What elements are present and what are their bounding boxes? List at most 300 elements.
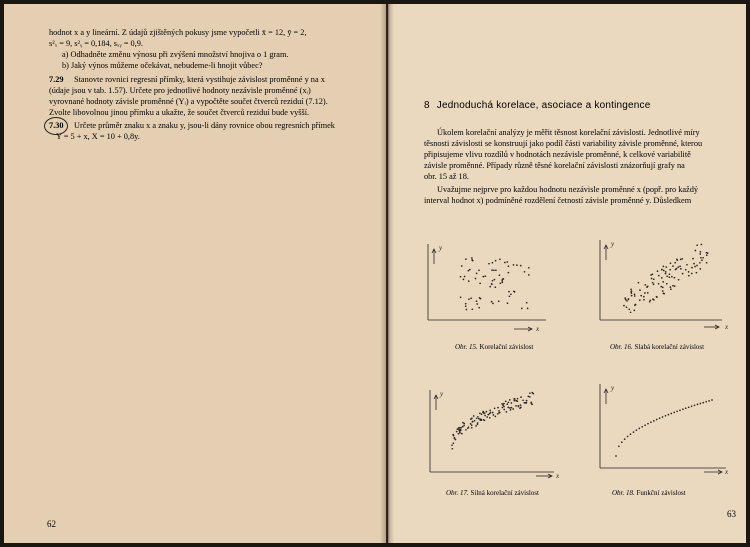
scatter-point — [666, 275, 668, 277]
text-line: těsnosti závislosti se konstruují jako podíl části variability závisle proměnné, kterou — [424, 139, 703, 148]
scatter-point — [471, 418, 473, 420]
scatter-point — [498, 410, 500, 412]
scatter-point — [521, 308, 523, 310]
scatter-point — [507, 407, 509, 409]
scatter-point — [473, 415, 475, 417]
scatter-point — [477, 423, 479, 425]
scatter-point — [470, 297, 472, 299]
scatter-point — [708, 400, 710, 402]
scatter-point — [636, 429, 638, 431]
scatter-point — [692, 258, 694, 260]
scatter-point — [706, 254, 708, 256]
scatter-point — [529, 396, 531, 398]
scatter-point — [670, 288, 672, 290]
scatter-point — [647, 292, 649, 294]
scatter-point — [476, 417, 478, 419]
scatter-point — [644, 424, 646, 426]
scatter-point — [484, 415, 486, 417]
scatter-point — [475, 425, 477, 427]
scatter-point — [647, 423, 649, 425]
scatter-point — [514, 398, 516, 400]
scatter-point — [639, 299, 641, 301]
scatter-point — [474, 420, 476, 422]
scatter-point — [497, 407, 499, 409]
text-line: hodnot x a y lineární. Z údajů zjištěných pokusy jsme vypočetli x̄ = 12, ȳ = 2, — [49, 28, 307, 37]
scatter-point — [628, 298, 630, 300]
scatter-point — [463, 279, 465, 281]
scatter-point — [662, 416, 664, 418]
scatter-point — [501, 282, 503, 284]
scatter-point — [499, 258, 501, 260]
scatter-point — [699, 253, 701, 255]
figure-caption-text: Korelační závislost — [479, 343, 534, 351]
scatter-point — [702, 402, 704, 404]
scatter-point — [663, 266, 665, 268]
scatter-point — [665, 415, 667, 417]
figure-16-scatter — [594, 232, 744, 336]
scatter-point — [681, 258, 683, 260]
scatter-point — [461, 433, 463, 435]
scatter-point — [665, 266, 667, 268]
scatter-point — [640, 295, 642, 297]
scatter-point — [495, 269, 497, 271]
figure-15-caption — [455, 343, 533, 351]
scatter-point — [512, 408, 514, 410]
scatter-point — [451, 448, 453, 450]
text-line: obr. 15 až 18. — [424, 172, 469, 181]
scatter-point — [509, 407, 511, 409]
text-line: Úkolem korelační analýzy je měřit těsnost korelační závislosti. Jednotlivé míry — [437, 128, 700, 137]
scatter-point — [701, 259, 703, 261]
scatter-point — [525, 402, 527, 404]
scatter-point — [661, 277, 663, 279]
scatter-point — [685, 407, 687, 409]
scatter-point — [459, 427, 461, 429]
scatter-point — [665, 273, 667, 275]
scatter-point — [459, 432, 461, 434]
scatter-point — [653, 299, 655, 301]
scatter-point — [529, 392, 531, 394]
scatter-point — [531, 392, 533, 394]
exercise-number: 7.29 — [49, 75, 64, 84]
scatter-point — [527, 308, 529, 310]
scatter-point — [510, 409, 512, 411]
figure-15-scatter — [422, 236, 572, 338]
scatter-point — [456, 431, 458, 433]
scatter-point — [665, 271, 667, 273]
scatter-point — [676, 410, 678, 412]
scatter-point — [487, 414, 489, 416]
scatter-point — [679, 266, 681, 268]
scatter-point — [488, 263, 490, 265]
scatter-point — [476, 273, 478, 275]
scatter-point — [466, 309, 468, 311]
scatter-point — [484, 275, 486, 277]
scatter-point — [503, 278, 505, 280]
scatter-point — [705, 401, 707, 403]
figure-label: Obr. 16. — [610, 343, 633, 351]
scatter-point — [701, 244, 703, 246]
scatter-point — [511, 402, 513, 404]
x-axis-label: x — [725, 468, 729, 476]
scatter-point — [699, 268, 701, 270]
scatter-point — [524, 271, 526, 273]
scatter-point — [524, 402, 526, 404]
scatter-point — [457, 428, 459, 430]
text-line: a) Odhadněte změnu výnosu při zvýšení množství hnojiva o 1 gram. — [62, 50, 289, 59]
scatter-point — [503, 409, 505, 411]
scatter-point — [464, 276, 466, 278]
scatter-point — [494, 416, 496, 418]
figure-18-scatter — [594, 378, 744, 482]
scatter-point — [630, 288, 632, 290]
book-gutter — [380, 4, 394, 543]
scatter-point — [696, 265, 698, 267]
scatter-point — [471, 257, 473, 259]
scatter-point — [674, 262, 676, 264]
text-line: připisujeme vlivu rozdílů v hodnotách nezávisle proměnné, k celkové variabilitě — [424, 150, 691, 159]
scatter-point — [522, 399, 524, 401]
scatter-point — [685, 269, 687, 271]
scatter-point — [490, 412, 492, 414]
scatter-point — [700, 403, 702, 405]
section-title: Jednoduchá korelace, asociace a kontingence — [436, 100, 651, 111]
scatter-point — [452, 434, 454, 436]
scatter-point — [508, 272, 510, 274]
scatter-point — [499, 282, 501, 284]
scatter-point — [463, 425, 465, 427]
text-line: Y = 5 + x, X = 10 + 0,8y. — [56, 132, 140, 141]
scatter-point — [663, 293, 665, 295]
scatter-point — [511, 407, 513, 409]
scatter-point — [526, 400, 528, 402]
scatter-point — [509, 399, 511, 401]
scatter-point — [494, 279, 496, 281]
scatter-point — [508, 265, 510, 267]
scatter-point — [695, 250, 697, 252]
scatter-point — [507, 302, 509, 304]
scatter-point — [460, 276, 462, 278]
scatter-point — [638, 428, 640, 430]
scatter-point — [491, 269, 493, 271]
scatter-point — [520, 407, 522, 409]
scatter-point — [482, 276, 484, 278]
y-axis-label: y — [439, 244, 443, 252]
section-heading — [424, 100, 651, 111]
scatter-point — [693, 263, 695, 265]
scatter-point — [666, 283, 668, 285]
scatter-point — [631, 290, 633, 292]
scatter-point — [471, 427, 473, 429]
scatter-point — [631, 295, 633, 297]
scatter-point — [694, 266, 696, 268]
scatter-point — [633, 310, 635, 312]
scatter-point — [697, 404, 699, 406]
scatter-point — [676, 258, 678, 260]
scatter-point — [670, 413, 672, 415]
scatter-point — [528, 274, 530, 276]
scatter-point — [516, 400, 518, 402]
scatter-point — [468, 298, 470, 300]
scatter-point — [691, 405, 693, 407]
scatter-point — [489, 409, 491, 411]
scatter-point — [631, 292, 633, 294]
scatter-point — [471, 424, 473, 426]
text-line: interval hodnot x) podmíněné rozdělení četností závisle proměnné y. Důsledkem — [424, 196, 692, 205]
scatter-point — [515, 405, 517, 407]
scatter-point — [481, 413, 483, 415]
scatter-point — [479, 283, 481, 285]
scatter-point — [668, 414, 670, 416]
scatter-point — [694, 404, 696, 406]
scatter-point — [503, 406, 505, 408]
scatter-point — [659, 417, 661, 419]
y-axis-label: y — [611, 384, 615, 392]
scatter-point — [653, 278, 655, 280]
section-number: 8 — [424, 100, 430, 111]
scatter-point — [458, 433, 460, 435]
scatter-point — [625, 299, 627, 301]
scatter-point — [513, 400, 515, 402]
scatter-point — [494, 286, 496, 288]
y-axis-label: y — [611, 240, 615, 248]
scatter-point — [501, 403, 503, 405]
scatter-point — [669, 269, 671, 271]
scatter-point — [670, 286, 672, 288]
scatter-point — [682, 273, 684, 275]
figure-label: Obr. 15. — [455, 343, 478, 351]
scatter-point — [651, 278, 653, 280]
x-axis-label: x — [725, 323, 729, 331]
scatter-point — [495, 260, 497, 262]
scatter-point — [634, 295, 636, 297]
scatter-point — [688, 271, 690, 273]
scatter-point — [513, 264, 515, 266]
scatter-point — [643, 299, 645, 301]
scatter-point — [492, 280, 494, 282]
scatter-point — [531, 404, 533, 406]
scatter-point — [478, 418, 480, 420]
scatter-point — [680, 268, 682, 270]
scatter-point — [649, 301, 651, 303]
scatter-point — [517, 398, 519, 400]
figure-caption-text: Slabá korelační závislost — [634, 343, 705, 351]
scatter-point — [656, 296, 658, 298]
figure-label: Obr. 18. — [612, 489, 635, 497]
scatter-point — [634, 304, 636, 306]
text-line: b) Jaký výnos můžeme očekávat, nebudeme-li hnojit vůbec? — [62, 61, 263, 70]
text-line: Zvolte libovolnou jinou přímku a ukažte, že součet čtverců reziduí bude vyšší. — [49, 108, 310, 117]
scatter-point — [644, 284, 646, 286]
scatter-point — [652, 273, 654, 275]
scatter-point — [624, 297, 626, 299]
scatter-point — [461, 265, 463, 267]
scatter-point — [479, 297, 481, 299]
text-line: Určete průměr znaku x a znaku y, jsou-li dány rovnice obou regresních přímek — [74, 121, 335, 130]
scatter-point — [674, 277, 676, 279]
scatter-point — [499, 274, 501, 276]
scatter-point — [662, 287, 664, 289]
scatter-point — [469, 269, 471, 271]
scatter-point — [504, 262, 506, 264]
scatter-point — [486, 411, 488, 413]
x-axis-label: x — [536, 325, 540, 333]
scatter-point — [663, 270, 665, 272]
scatter-point — [643, 296, 645, 298]
scatter-point — [465, 429, 467, 431]
text-line: (údaje jsou v tab. 1.57). Určete pro jednotlivé hodnoty nezávisle proměnné (xᵢ) — [49, 86, 311, 95]
scatter-point — [498, 412, 500, 414]
scatter-point — [672, 265, 674, 267]
scatter-point — [489, 417, 491, 419]
scatter-point — [502, 407, 504, 409]
scatter-point — [700, 251, 702, 253]
x-axis-label: x — [556, 472, 560, 480]
scatter-point — [670, 262, 672, 264]
scatter-point — [653, 284, 655, 286]
scatter-point — [465, 258, 467, 260]
scatter-point — [706, 262, 708, 264]
text-line: Uvažujme nejprve pro každou hodnotu nezávisle proměnné x (popř. pro každý — [437, 185, 699, 194]
scatter-point — [706, 252, 708, 254]
scatter-point — [668, 276, 670, 278]
figure-17-scatter — [422, 382, 572, 486]
scatter-point — [508, 291, 510, 293]
scatter-point — [526, 302, 528, 304]
scatter-point — [470, 423, 472, 425]
scatter-point — [696, 272, 698, 274]
scatter-point — [509, 295, 511, 297]
scatter-point — [702, 257, 704, 259]
figure-caption-text: Silná korelační závislost — [470, 489, 539, 497]
figure-16-caption — [610, 343, 704, 351]
scatter-point — [467, 427, 469, 429]
scatter-point — [711, 399, 713, 401]
scatter-point — [639, 289, 641, 291]
scatter-point — [657, 270, 659, 272]
scatter-point — [624, 438, 626, 440]
scatter-point — [491, 301, 493, 303]
scatter-point — [662, 290, 664, 292]
scatter-point — [476, 300, 478, 302]
exercise-number: 7.30 — [49, 121, 64, 130]
scatter-point — [516, 264, 518, 266]
figure-18-caption — [612, 489, 686, 497]
scatter-point — [700, 257, 702, 259]
scatter-point — [484, 419, 486, 421]
scatter-point — [686, 264, 688, 266]
scatter-point — [626, 306, 628, 308]
scatter-point — [662, 281, 664, 283]
scatter-point — [679, 409, 681, 411]
text-line: Stanovte rovnici regresní přímky, která vystihuje závislost proměnné y na x — [74, 75, 325, 84]
scatter-point — [492, 303, 494, 305]
figure-caption-text: Funkční závislost — [636, 489, 686, 497]
figure-17-caption — [446, 489, 539, 497]
scatter-point — [520, 396, 522, 398]
scatter-point — [650, 421, 652, 423]
scatter-point — [520, 404, 522, 406]
scatter-point — [478, 307, 480, 309]
scatter-point — [455, 439, 457, 441]
scatter-point — [508, 401, 510, 403]
scatter-point — [688, 275, 690, 277]
scatter-point — [647, 286, 649, 288]
scatter-point — [660, 286, 662, 288]
scatter-point — [491, 283, 493, 285]
scatter-point — [460, 296, 462, 298]
scatter-point — [661, 269, 663, 271]
scatter-point — [477, 416, 479, 418]
scatter-point — [497, 413, 499, 415]
scatter-point — [513, 290, 515, 292]
scatter-point — [671, 276, 673, 278]
scatter-point — [626, 300, 628, 302]
scatter-point — [658, 283, 660, 285]
scatter-point — [476, 303, 478, 305]
scatter-point — [699, 262, 701, 264]
scatter-point — [492, 262, 494, 264]
scatter-point — [471, 259, 473, 261]
scatter-point — [677, 266, 679, 268]
scatter-point — [465, 303, 467, 305]
scatter-point — [503, 403, 505, 405]
scatter-point — [501, 280, 503, 282]
scatter-point — [674, 285, 676, 287]
text-line: s²ₓ = 9, s²ᵧ = 0,184, sₓᵧ = 0,9. — [49, 39, 143, 48]
scatter-point — [633, 431, 635, 433]
scatter-point — [653, 420, 655, 422]
scatter-point — [467, 270, 469, 272]
scatter-point — [506, 403, 508, 405]
scatter-point — [463, 423, 465, 425]
scatter-point — [649, 299, 651, 301]
page-number: 62 — [47, 519, 56, 529]
text-line: vyrovnané hodnoty závisle proměnné (Yᵢ) a vypočtěte součet čtverců reziduí (7.12). — [49, 97, 328, 106]
scatter-point — [462, 426, 464, 428]
scatter-point — [672, 285, 674, 287]
scatter-point — [471, 308, 473, 310]
scatter-point — [468, 280, 470, 282]
scatter-point — [510, 293, 512, 295]
scatter-point — [486, 416, 488, 418]
scatter-point — [658, 275, 660, 277]
scatter-point — [489, 286, 491, 288]
scatter-point — [527, 396, 529, 398]
scatter-point — [479, 412, 481, 414]
scatter-point — [627, 436, 629, 438]
scatter-point — [652, 282, 654, 284]
scatter-point — [696, 244, 698, 246]
scatter-point — [673, 412, 675, 414]
scatter-point — [669, 273, 671, 275]
scatter-point — [621, 441, 623, 443]
scatter-point — [494, 407, 496, 409]
scatter-point — [656, 419, 658, 421]
scatter-point — [471, 421, 473, 423]
scatter-point — [682, 408, 684, 410]
scatter-point — [638, 282, 640, 284]
scatter-point — [691, 267, 693, 269]
scatter-point — [641, 426, 643, 428]
scatter-point — [505, 400, 507, 402]
scatter-point — [498, 300, 500, 302]
scatter-point — [680, 259, 682, 261]
scatter-point — [480, 418, 482, 420]
page-number: 63 — [727, 509, 736, 519]
scatter-point — [482, 411, 484, 413]
scatter-point — [528, 267, 530, 269]
